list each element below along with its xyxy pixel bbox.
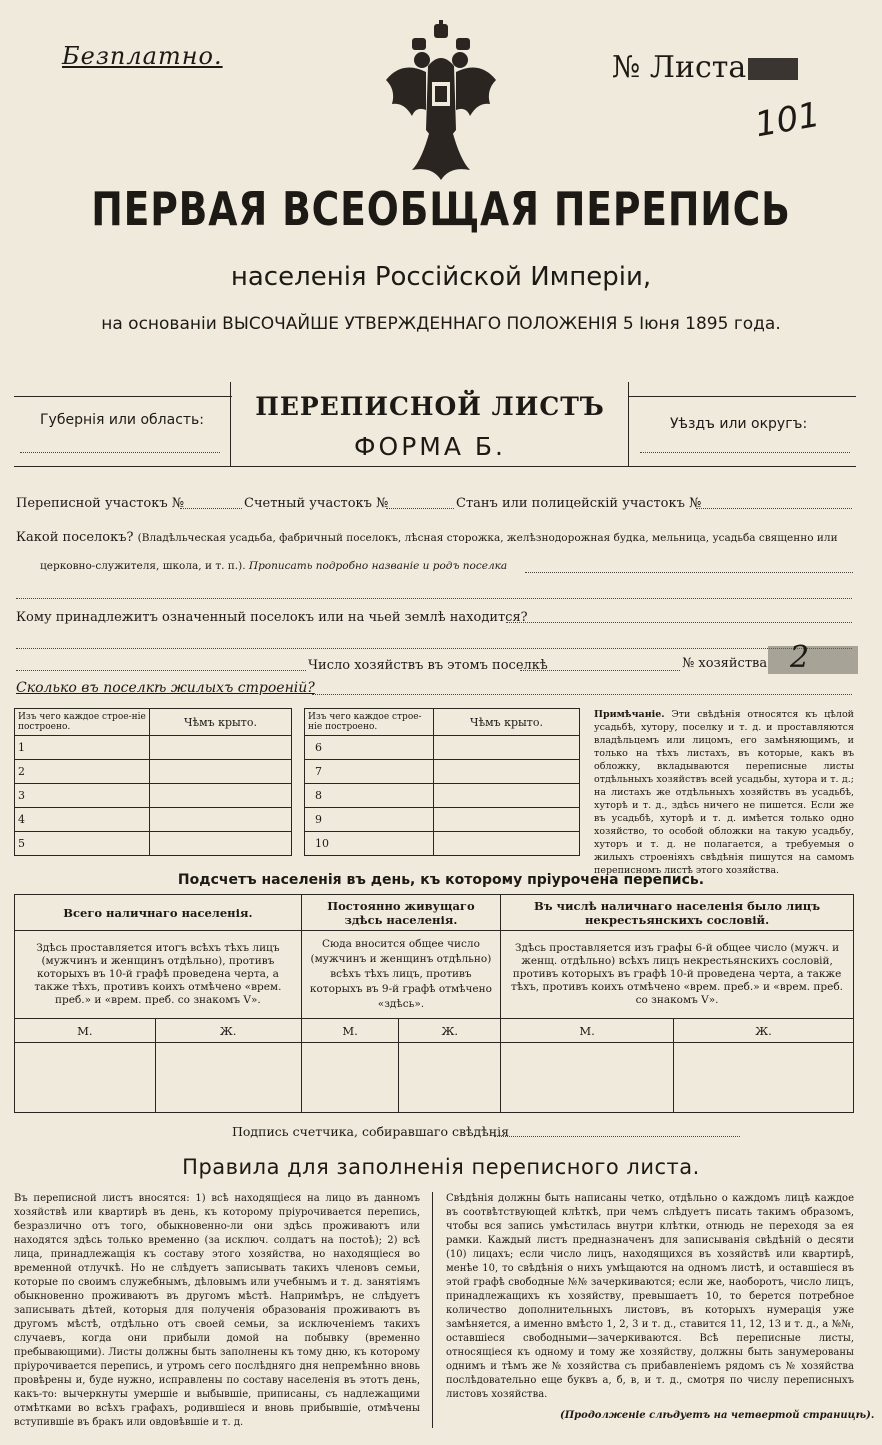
dwellings-question: Сколько въ поселкѣ жилыхъ строеній? — [16, 680, 315, 696]
divider — [628, 396, 856, 397]
double-headed-eagle-emblem-icon — [382, 20, 500, 190]
male-header: М. — [301, 1019, 399, 1043]
divider — [230, 382, 231, 466]
province-field[interactable] — [20, 452, 220, 453]
header-permanent: Постоянно живущаго здѣсь населенія. — [301, 895, 500, 931]
household-number-handwritten: 2 — [790, 640, 810, 675]
divider — [14, 466, 856, 467]
legal-basis: на основаніи ВЫСОЧАЙШЕ УТВЕРЖДЕННАГО ПОЛОЖЕНІЯ 5 Іюня 1895 года. — [101, 314, 781, 334]
settlement-desc-cont: церковно-служителя, школа, и т. п.). Прописать подробно названіе и родъ поселка — [40, 560, 508, 572]
district-field[interactable] — [640, 452, 850, 453]
row-number: 5 — [15, 832, 150, 856]
households-count-field[interactable] — [520, 670, 680, 671]
roof-cell[interactable] — [434, 784, 580, 808]
row-number: 3 — [15, 784, 150, 808]
roof-cell[interactable] — [150, 784, 292, 808]
settlement-question: Какой поселокъ? (Владѣльческая усадьба, фабричный поселокъ, лѣсная сторожка, желѣзнодорожная будка, мельница, усадьба священно или — [16, 530, 838, 545]
form-subtitle: ФОРМА Б. — [354, 432, 506, 461]
census-section-label: Переписной участокъ № — [16, 496, 185, 511]
table-row — [305, 808, 580, 832]
row-number: 2 — [15, 760, 150, 784]
page-title: ПЕРВАЯ ВСЕОБЩАЯ ПЕРЕПИСЬ — [91, 182, 791, 236]
owner-question: Кому принадлежитъ означенный поселокъ или на чьей землѣ находится? — [16, 610, 528, 625]
row-number: 10 — [305, 832, 434, 856]
male-non-peasant-cell[interactable] — [501, 1043, 674, 1113]
row-number: 6 — [305, 736, 434, 760]
owner-extra-field[interactable] — [16, 648, 852, 649]
roof-cell[interactable] — [150, 736, 292, 760]
male-header: М. — [15, 1019, 156, 1043]
roof-cell[interactable] — [434, 736, 580, 760]
divider — [628, 382, 629, 466]
police-section-field[interactable] — [696, 508, 852, 509]
divider — [14, 396, 232, 397]
table-row — [15, 760, 292, 784]
table-row — [15, 736, 292, 760]
settlement-name-field[interactable] — [525, 572, 853, 573]
buildings-table-left — [14, 708, 292, 856]
roof-cell[interactable] — [150, 808, 292, 832]
row-number: 9 — [305, 808, 434, 832]
desc-permanent: Сюда вносится общее число (мужчинъ и женщинъ отдѣльно) всѣхъ тѣхъ лицъ, противъ которыхъ въ 9-й графѣ отмѣчено «здѣсь». — [301, 931, 500, 1019]
table-row — [305, 832, 580, 856]
table-row — [305, 736, 580, 760]
table-row — [15, 808, 292, 832]
free-label: Безплатно. — [62, 42, 223, 70]
male-total-cell[interactable] — [15, 1043, 156, 1113]
table-row — [15, 832, 292, 856]
row-number: 1 — [15, 736, 150, 760]
roof-cell[interactable] — [150, 760, 292, 784]
roof-cell[interactable] — [434, 808, 580, 832]
row-number: 4 — [15, 808, 150, 832]
census-section-field[interactable] — [180, 508, 242, 509]
district-label: Уѣздъ или округъ: — [670, 416, 808, 432]
population-count-table — [14, 894, 854, 1113]
household-number-label: № хозяйства — [682, 656, 768, 671]
male-header: М. — [501, 1019, 674, 1043]
col-roof: Чѣмъ крыто. — [434, 709, 580, 736]
sheet-number-label: № Листа — [612, 50, 798, 85]
col-material: Изъ чего каждое строе-ніе построено. — [305, 709, 434, 736]
col-material: Изъ чего каждое строе-ніе построено. — [15, 709, 150, 736]
roof-cell[interactable] — [434, 832, 580, 856]
male-permanent-cell[interactable] — [301, 1043, 399, 1113]
signature-label: Подпись счетчика, собиравшаго свѣдѣнія — [232, 1124, 509, 1139]
household-number-stamp — [768, 646, 858, 674]
desc-total: Здѣсь проставляется итогъ всѣхъ тѣхъ лицъ (мужчинъ и женщинъ отдѣльно), противъ которыхъ въ 10-й графѣ проведена черта, а также тѣхъ, противъ коихъ отмѣчено «врем. преб.» и «врем. преб. со знакомъ V». — [15, 931, 302, 1019]
column-divider — [432, 1192, 433, 1428]
counting-section-field[interactable] — [386, 508, 454, 509]
signature-field[interactable] — [494, 1136, 740, 1137]
row-number: 8 — [305, 784, 434, 808]
sheet-number-stamp — [748, 58, 798, 80]
province-label: Губернія или область: — [40, 412, 205, 428]
rules-left-column: Въ переписной листъ вносятся: 1) всѣ находящіеся на лицо въ данномъ хозяйствѣ или квартирѣ въ день, къ которому пріурочивается перепись, безразлично отъ того, обыкновенно-ли они здѣсь проживаютъ или находятся здѣсь только временно (за исключ. солдатъ на постоѣ); 2) всѣ лица, принадлежащія къ составу этого хозяйства, но находящіеся во временной отлучкѣ. Но не слѣдуетъ записывать такихъ членовъ семьи, которые по своимъ служебнымъ, дѣловымъ или учебнымъ и т. д. занятіямъ обыкновенно проживаютъ въ другомъ мѣстѣ. Напримѣръ, не слѣдуетъ записывать дѣтей, которыя для полученія образованія проживаютъ въ другомъ мѣстѣ, отдѣльно отъ своей семьи, за исключеніемъ такихъ случаевъ, когда они прибыли домой на побывку (временно пребывающими). Листы должны быть заполнены къ тому дню, къ которому пріурочивается перепись, и утромъ сего послѣдняго дня непремѣнно вновь провѣрены и, буде нужно, исправлены по составу населенія въ этотъ день, какъ-то: вычеркнуты умершіе и выбывшіе, приписаны, съ надлежащими отмѣтками во всѣхъ графахъ, родившіеся и вновь прибывшіе, отмѣчены вступившіе въ бракъ или овдовѣвшіе и т. д. — [14, 1193, 420, 1428]
police-section-label: Станъ или полицейскій участокъ № — [456, 496, 702, 511]
table-row — [15, 784, 292, 808]
dwellings-field[interactable] — [312, 694, 852, 695]
female-header: Ж. — [399, 1019, 501, 1043]
row-number: 7 — [305, 760, 434, 784]
roof-cell[interactable] — [434, 760, 580, 784]
desc-non-peasant: Здѣсь проставляется изъ графы 6-й общее число (мужч. и женщ. отдѣльно) всѣхъ лицъ некрестьянскихъ сословій, противъ которыхъ въ графѣ 10-й проведена черта, а также тѣхъ, противъ коихъ отмѣчено «врем. преб.» и «врем. преб. со знакомъ V». — [501, 931, 854, 1019]
sheet-number-handwritten: 101 — [752, 94, 823, 146]
female-header: Ж. — [155, 1019, 301, 1043]
owner-field[interactable] — [506, 622, 852, 623]
female-permanent-cell[interactable] — [399, 1043, 501, 1113]
count-heading: Подсчетъ населенія въ день, къ которому пріурочена перепись. — [177, 872, 705, 888]
households-prefix-field[interactable] — [16, 670, 306, 671]
female-total-cell[interactable] — [155, 1043, 301, 1113]
header-total: Всего наличнаго населенія. — [15, 895, 302, 931]
female-header: Ж. — [674, 1019, 854, 1043]
table-row — [305, 784, 580, 808]
header-non-peasant: Въ числѣ наличнаго населенія было лицъ некрестьянскихъ сословій. — [501, 895, 854, 931]
table-row — [305, 760, 580, 784]
settlement-extra-field[interactable] — [16, 598, 852, 599]
counting-section-label: Счетный участокъ № — [244, 496, 389, 511]
rules-title: Правила для заполненія переписного листа. — [182, 1155, 700, 1179]
page-subtitle: населенія Россійской Имперіи, — [230, 262, 652, 292]
continued-note: (Продолженіе слѣдуетъ на четвертой страницѣ). — [560, 1410, 875, 1421]
col-roof: Чѣмъ крыто. — [150, 709, 292, 736]
roof-cell[interactable] — [150, 832, 292, 856]
form-title: ПЕРЕПИСНОЙ ЛИСТЪ — [255, 392, 605, 421]
note: Примѣчаніе. Эти свѣдѣнія относятся къ цѣлой усадьбѣ, хутору, поселку и т. д. и проставляются владѣльцемъ или лицомъ, его замѣняющимъ, и только на тѣхъ листахъ, въ которые, какъ въ обложку, вкладываются переписные листы отдѣльныхъ хозяйствъ всей усадьбы, хутора и т. д.; на листахъ же отдѣльныхъ хозяйствъ въ усадьбѣ, хуторѣ и т. д., здѣсь ничего не пишется. Если же въ усадьбѣ, хуторѣ и т. д. имѣется только одно хозяйство, то особой обложки на такую усадьбу, хуторъ и т. д. не полагается, а требуемыя о жилыхъ строеніяхъ свѣдѣнія пишутся на самомъ переписномъ листѣ этого хозяйства. — [594, 709, 854, 876]
rules-right-column: Свѣдѣнія должны быть написаны четко, отдѣльно о каждомъ лицѣ каждое въ соотвѣтствующей клѣткѣ, при чемъ слѣдуетъ писать такимъ образомъ, чтобы вся запись умѣстилась внутри клѣтки, отнюдь не переходя за ея рамки. Каждый листъ предназначенъ для записыванія свѣдѣній о десяти (10) лицахъ; если число лицъ, находящихся въ хозяйствѣ или квартирѣ, менѣе 10, то свѣдѣнія о нихъ умѣщаются на одномъ листѣ, и оставшіеся въ этой графѣ свободные №№ зачеркиваются; если же, наоборотъ, число лицъ, принадлежащихъ къ хозяйству, превышаетъ 10, то берется потребное количество дополнительныхъ листовъ, въ которыхъ нумерація уже замѣняется, а именно вмѣсто 1, 2, 3 и т. д., ставится 11, 12, 13 и т. д., а №№, оставшіеся свободными—зачеркиваются. Всѣ переписные листы, относящіеся къ одному и тому же хозяйству, должны быть занумерованы однимъ и тѣмъ же № хозяйства съ прибавленіемъ рядомъ съ № хозяйства послѣдовательно еще буквъ а, б, в, и т. д., смотря по числу переписныхъ листовъ хозяйства. — [446, 1193, 854, 1400]
female-non-peasant-cell[interactable] — [674, 1043, 854, 1113]
buildings-table-right — [304, 708, 580, 856]
households-count-label: Число хозяйствъ въ этомъ поселкѣ — [308, 658, 548, 673]
